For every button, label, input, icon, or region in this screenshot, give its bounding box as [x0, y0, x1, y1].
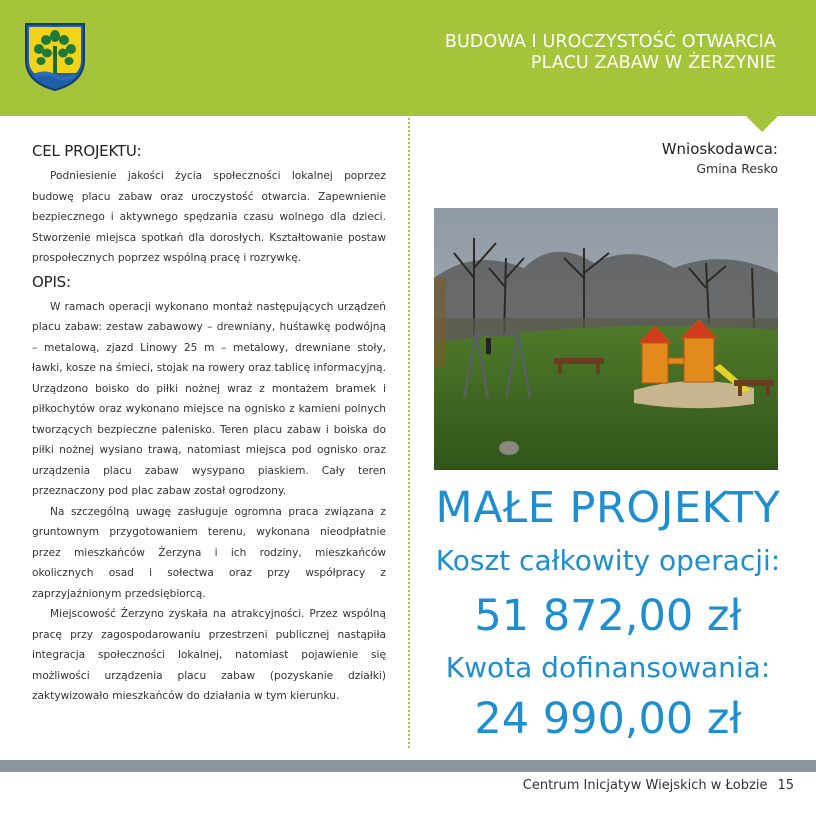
playground-photo: [434, 208, 778, 470]
title-line-1: BUDOWA I UROCZYSTOŚĆ OTWARCIA: [444, 32, 776, 52]
header-banner: [0, 0, 816, 116]
left-column: [32, 142, 386, 707]
corner-triangle-marker: [746, 116, 778, 132]
title-line-2: PLACU ZABAW W ŻERZYNIE: [530, 53, 776, 73]
applicant-label: Wnioskodawca:: [661, 140, 778, 158]
funding-value: 24 990,00 zł: [474, 694, 742, 744]
applicant-value: Gmina Resko: [696, 161, 778, 176]
applicant-block: [430, 140, 778, 176]
total-cost-value: 51 872,00 zł: [474, 591, 742, 641]
column-divider: [408, 118, 410, 748]
coat-of-arms-tree-icon: [24, 22, 86, 92]
footer: [523, 778, 794, 793]
category-title: MAŁE PROJEKTY: [435, 483, 781, 533]
total-cost-label: Koszt całkowity operacji:: [435, 544, 781, 577]
page-number: 15: [777, 778, 794, 793]
footer-organization: Centrum Inicjatyw Wiejskich w Łobzie: [522, 778, 768, 793]
funding-label: Kwota dofinansowania:: [445, 651, 771, 684]
page-title: [356, 32, 776, 74]
description-heading: OPIS:: [32, 272, 71, 291]
description-paragraph-2: Na szczególną uwagę zasługuje ogromna praca związana z gruntownym przygotowaniem terenu, wykonana nieodpłatnie przez mieszkańców Żerzyna i ich rodziny, mieszkańców okolicznych osad i sołectwa oraz przy współpracy z zaprzyjaźnionym przedsiębiorcą.: [32, 505, 386, 600]
footer-bar: [0, 760, 816, 772]
description-paragraph-1: W ramach operacji wykonano montaż następujących urządzeń placu zabaw: zestaw zabawowy – drewniany, huśtawkę podwójną – metalową, zjazd Linowy 25 m – metalowy, drewniane stoły, ławki, kosze na śmieci, stojak na rowery oraz tablicę informacyjną. Urządzono boisko do piłki nożnej wraz z montażem bramek i piłkochytów oraz wykonano miejsce na ognisko z kamieni polnych tworzących bezpieczne palenisko. Teren placu zabaw i boiska do piłki nożnej wysiano trawą, natomiast miejsca pod ognisko oraz urządzenia placu zabaw wysypano piaskiem. Cały teren przeznaczony pod plac zabaw został ogrodzony.: [32, 300, 386, 497]
goal-heading: CEL PROJEKTU:: [32, 142, 142, 160]
goal-text: Podniesienie jakości życia społeczności lokalnej poprzez budowę placu zabaw oraz uroczystość otwarcia. Zapewnienie bezpiecznego i aktywnego spędzania czasu wolnego dla dzieci. Stworzenie miejsca spotkań dla dorosłych. Kształtowanie postaw prospołecznych poprzez wspólną pracę i rozrywkę.: [32, 170, 386, 264]
description-paragraph-3: Miejscowość Żerzyno zyskała na atrakcyjności. Przez wspólną pracę przy zagospodarowaniu przestrzeni publicznej nastąpiła integracja społeczności lokalnej, natomiast pojawienie się możliwości urządzenia placu zabaw (pozyskanie działki) zaktywizowało mieszkańców do działania w tym kierunku.: [32, 608, 386, 702]
